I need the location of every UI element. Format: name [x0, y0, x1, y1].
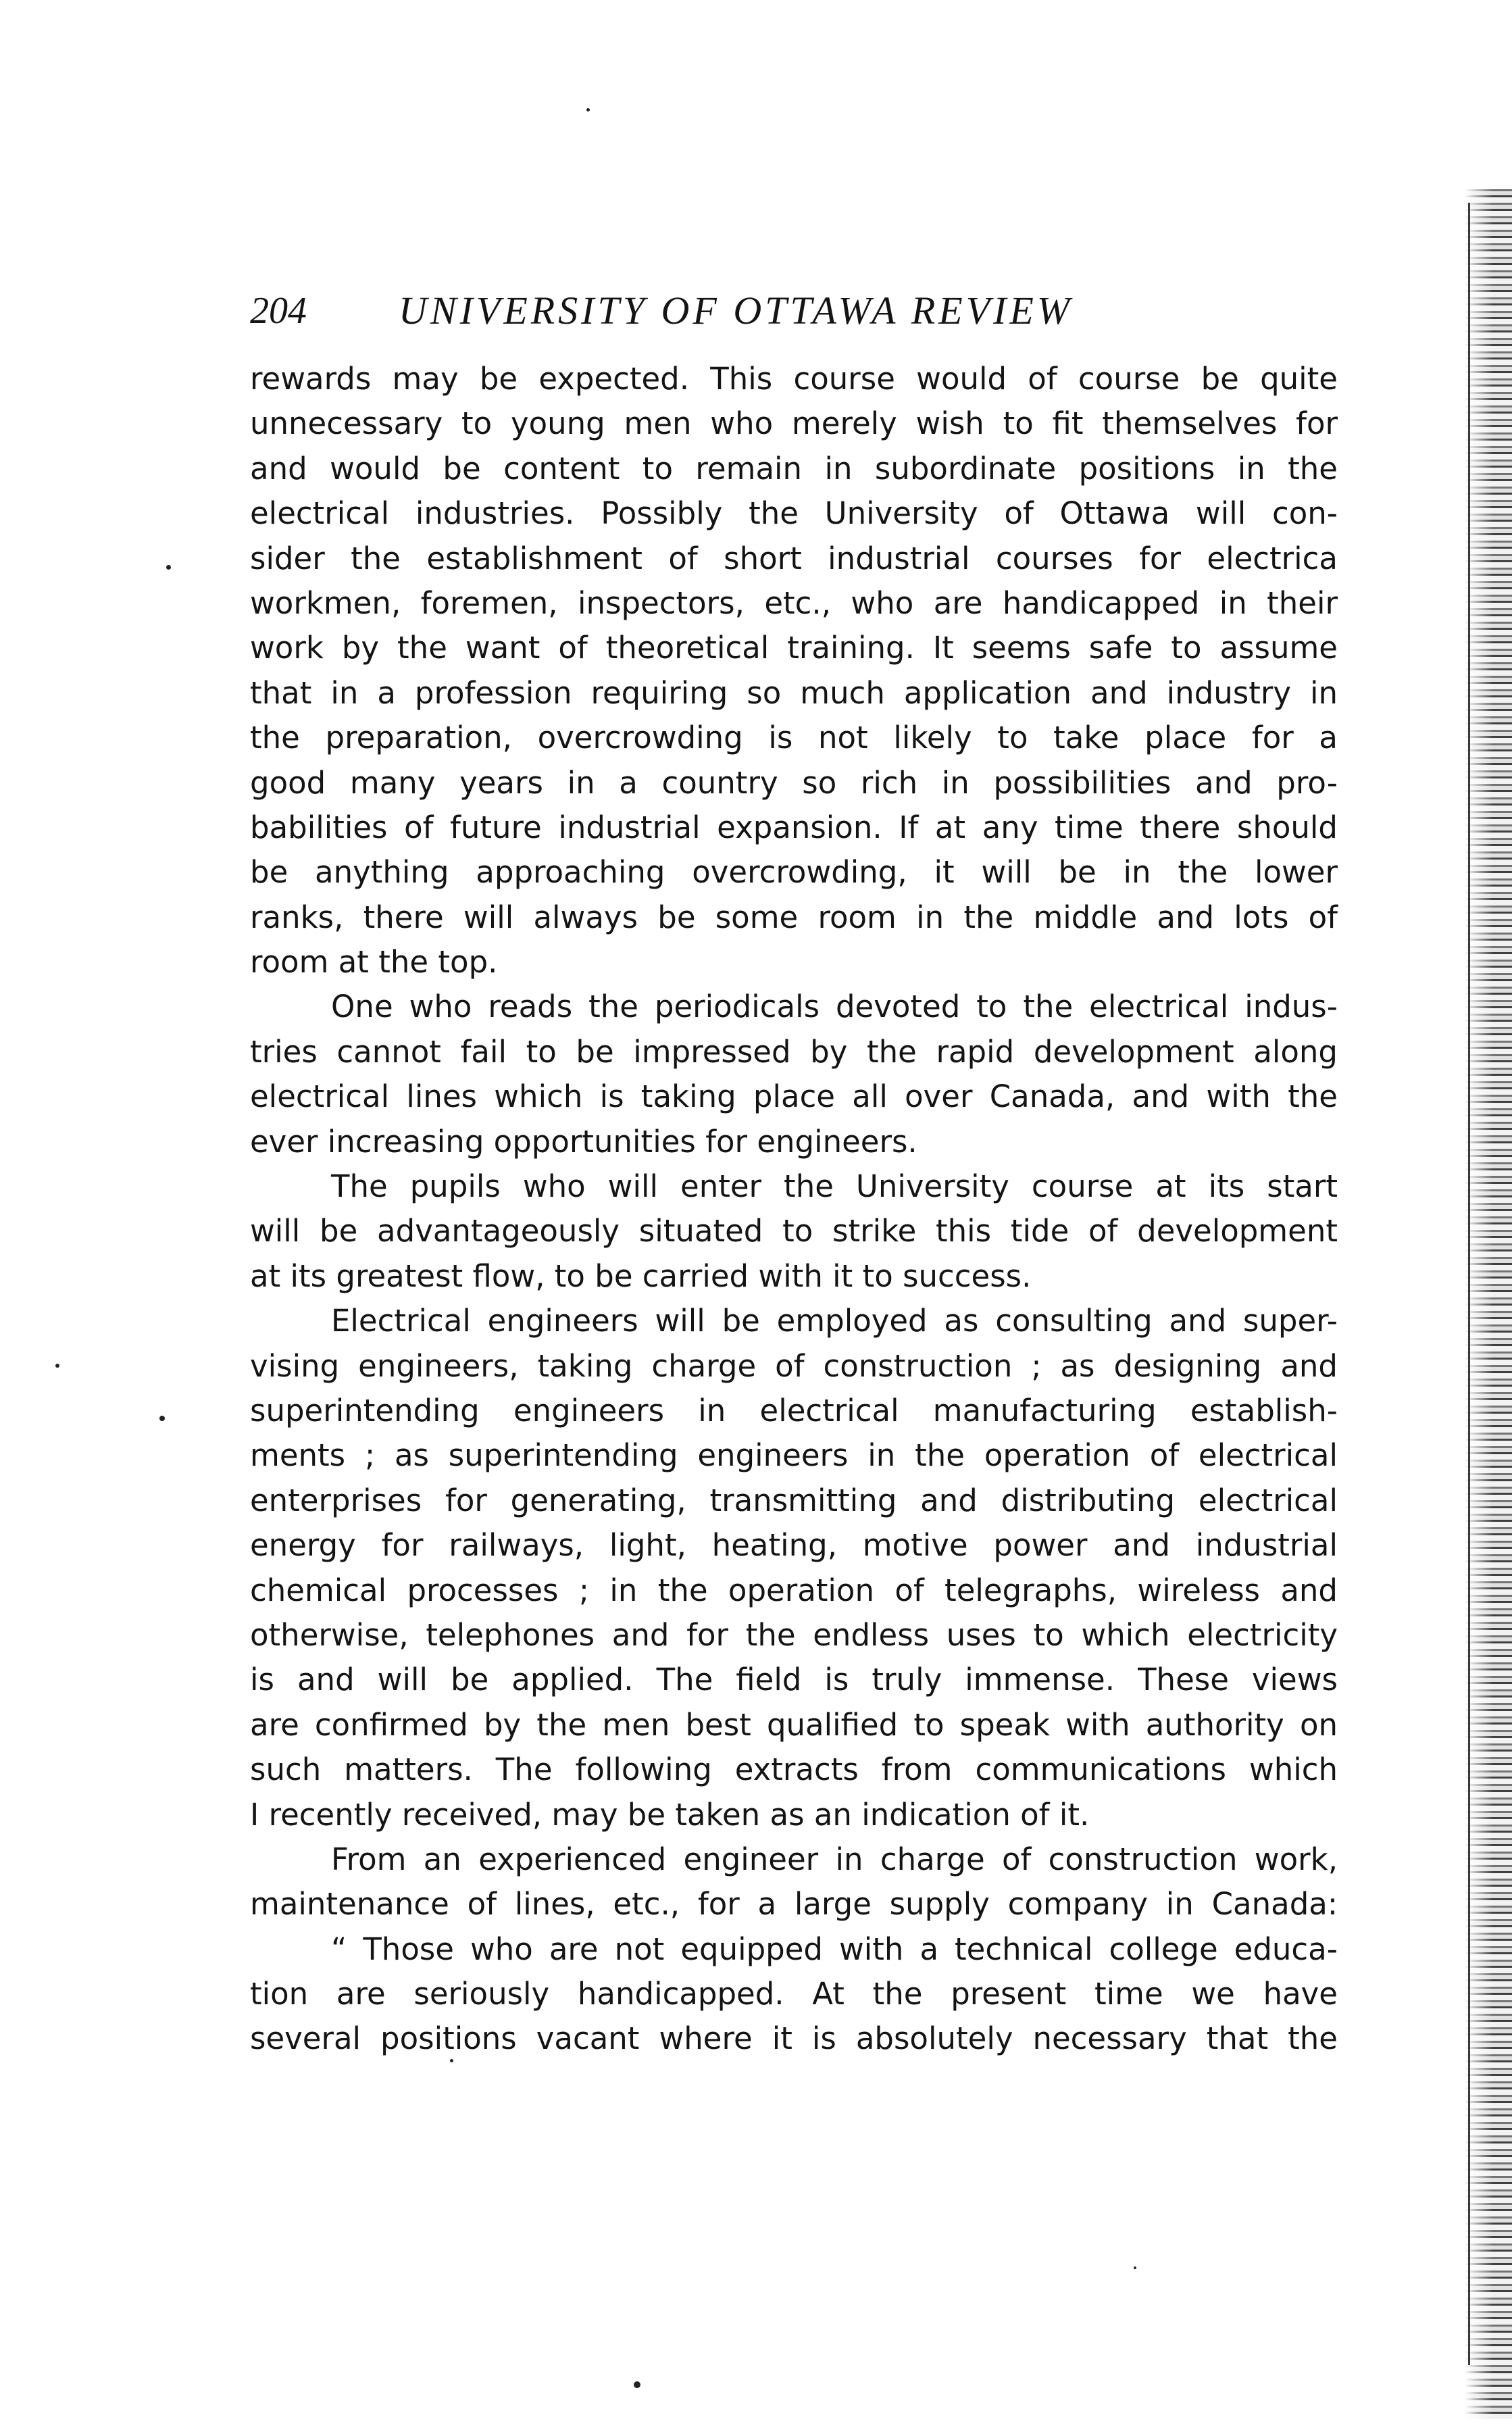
text-line: vising engineers, taking charge of construction ; as designing and — [250, 1347, 1338, 1384]
text-line: room at the top. — [250, 944, 498, 981]
text-line: unnecessary to young men who merely wish to fit themselves for — [250, 405, 1338, 442]
text-line: workmen, foremen, inspectors, etc., who are handicapped in their — [250, 585, 1338, 621]
scan-speck — [159, 1416, 165, 1421]
text-line: I recently received, may be taken as an indication of it. — [250, 1796, 1090, 1833]
text-line: sider the establishment of short industrial courses for electrica — [250, 540, 1338, 576]
text-line: at its greatest flow, to be carried with it to success. — [250, 1258, 1032, 1294]
text-line: maintenance of lines, etc., for a large supply company in Canada: — [250, 1886, 1338, 1923]
body-text — [250, 357, 1338, 2062]
text-line: work by the want of theoretical training. It seems safe to assume — [250, 630, 1338, 666]
running-head: UNIVERSITY OF OTTAWA REVIEW — [399, 289, 1074, 332]
page-header — [250, 284, 1338, 338]
scan-speck — [55, 1364, 59, 1368]
text-line: ever increasing opportunities for engineers. — [250, 1123, 917, 1160]
text-line: tries cannot fail to be impressed by the rapid development along — [250, 1033, 1338, 1070]
text-line: several positions vacant where it is absolutely necessary that the — [250, 2020, 1338, 2057]
text-line: that in a profession requiring so much application and industry in — [250, 674, 1338, 711]
scan-speck — [1134, 2266, 1136, 2269]
scanner-edge-artifact — [1465, 189, 1512, 2419]
text-line: The pupils who will enter the University course at its start — [331, 1168, 1338, 1205]
text-line: are confirmed by the men best qualified to speak with authority on — [250, 1706, 1338, 1743]
text-line: chemical processes ; in the operation of telegraphs, wireless and — [250, 1572, 1338, 1608]
text-line: good many years in a country so rich in possibilities and pro- — [250, 764, 1338, 801]
text-line: ments ; as superintending engineers in the operation of electrical — [250, 1437, 1338, 1474]
scan-speck — [586, 108, 590, 111]
scan-speck — [634, 2381, 640, 2388]
text-line: will be advantageously situated to strike this tide of development — [250, 1213, 1338, 1249]
text-line: One who reads the periodicals devoted to the electrical indus- — [331, 989, 1338, 1025]
text-line: Electrical engineers will be employed as consulting and super- — [331, 1303, 1338, 1339]
scanner-edge-line — [1468, 203, 1470, 2365]
text-line: energy for railways, light, heating, motive power and industrial — [250, 1527, 1338, 1564]
text-line: be anything approaching overcrowding, it will be in the lower — [250, 854, 1338, 891]
text-line: tion are seriously handicapped. At the present time we have — [250, 1976, 1338, 2012]
text-line: and would be content to remain in subordinate positions in the — [250, 450, 1338, 487]
text-line: electrical lines which is taking place all over Canada, and with the — [250, 1078, 1338, 1115]
text-line: otherwise, telephones and for the endless uses to which electricity — [250, 1616, 1338, 1653]
text-line: “ Those who are not equipped with a technical college educa- — [331, 1931, 1338, 1967]
text-line: rewards may be expected. This course would of course be quite — [250, 361, 1338, 397]
page-number: 204 — [250, 290, 307, 332]
text-line: the preparation, overcrowding is not likely to take place for a — [250, 720, 1338, 756]
text-line: electrical industries. Possibly the University of Ottawa will con- — [250, 495, 1338, 532]
text-line: is and will be applied. The field is truly immense. These views — [250, 1662, 1338, 1698]
text-line: From an experienced engineer in charge of construction work, — [331, 1841, 1338, 1877]
text-line: such matters. The following extracts from communications which — [250, 1752, 1338, 1788]
scan-speck — [166, 565, 171, 570]
text-line: babilities of future industrial expansion. If at any time there should — [250, 809, 1338, 845]
text-line: ranks, there will always be some room in the middle and lots of — [250, 899, 1338, 935]
text-line: superintending engineers in electrical manufacturing establish- — [250, 1392, 1338, 1429]
text-line: enterprises for generating, transmitting and distributing electrical — [250, 1482, 1338, 1518]
